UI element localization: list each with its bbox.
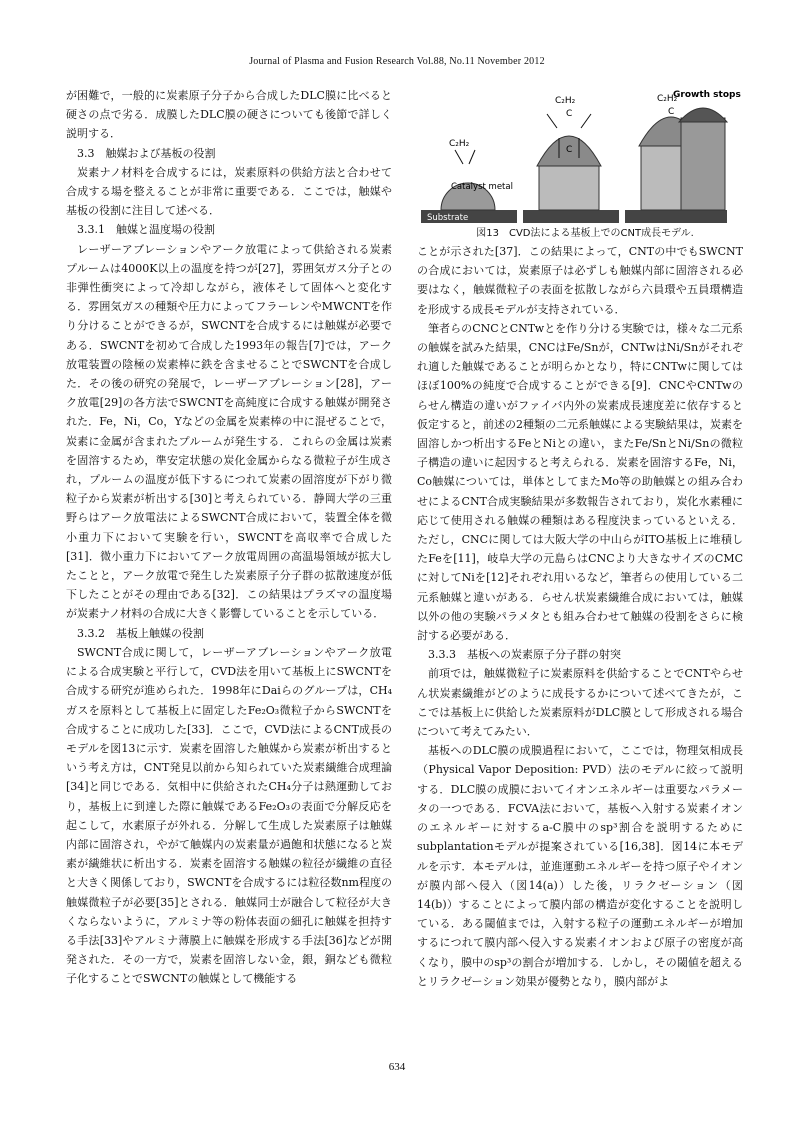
paragraph: 基板へのDLC膜の成膜過程において，ここでは，物理気相成長（Physical Vapor Deposition: PVD）法のモデルに絞って説明する．DLC膜の成膜においてイオンエネルギーは重要なパラメータの一つである．FCVA法において，基板へ入射する炭素イオンのエネルギーに対するa-C膜中のsp³割合を説明するためにsubplantationモデルが提案されている[16,38]．図14に本モデルを示す．本モデルは，並進運動エネルギーを持つ原子やイオンが膜内部へ侵入（図14(a)）した後，リラクゼーション（図14(b)）することによって膜内部の構造が変化することを説明している．ある閾値までは，入射する粒子の運動エネルギーが増加するにつれて膜内部へ侵入する炭素イオンおよび原子の密度が高くなり，膜中のsp³の割合が増加する．しかし，その閾値を超えるとリラクゼーション効果が優勢となり，膜内部がよ	[417, 744, 743, 988]
particle-top-4	[679, 108, 727, 122]
journal-header: Journal of Plasma and Fusion Research Vol.88, No.11 November 2012	[249, 56, 545, 67]
cnt-growth-diagram	[419, 88, 741, 226]
carbon-label-2: C	[566, 109, 573, 119]
gas-arrow-2a	[547, 114, 557, 128]
gas-label-2: C₂H₂	[555, 96, 576, 106]
catalyst-label: Catalyst metal	[451, 182, 513, 192]
diffusion-label-2: C	[566, 145, 573, 155]
gas-arrow-2b	[581, 114, 591, 128]
section-heading: 3.3.2 基板上触媒の役割	[77, 626, 204, 640]
gas-label-3: C₂H₂	[657, 94, 678, 104]
paragraph: 筆者らのCNCとCNTwとを作り分ける実験では，様々な二元系の触媒を試みた結果，CNCはFe/Snが，CNTwはNi/Snがそれぞれ適した触媒であることが明らかとなり，特にCNTwに関してはほぼ100%の純度で合成することができる[9]．CNCやCNTwのらせん構造の違いがファイバ内外の炭素成長速度差に依存すると仮定すると，前述の2種類の二元系触媒による実験結果は，炭素を固溶しかつ析出するFeとNiとの違い，またFe/SnとNi/Snの微粒子構造の違いに起因すると考えられる．炭素を固溶するFe，Ni，Co触媒については，単体としてまたMo等の助触媒との組み合わせによるCNT合成実験結果が多数報告されており，炭化水素種に応じて使用される触媒の種類はある程度決まっているといえる．ただし，CNCに関しては大阪大学の中山らがITO基板上に堆積したFeを[11]，岐阜大学の元島らはCNCより大きなサイズのCMCに対してNiを[12]それぞれ用いるなど，筆者らの使用している二元系触媒と違いがある．らせん状炭素繊維合成においては，触媒以外の他の実験パラメタとも組み合わせて触媒の役割をさらに検討する必要がある．	[417, 321, 743, 643]
left-column	[66, 86, 392, 989]
figure-caption: 図13 CVD法による基板上でのCNT成長モデル.	[476, 228, 694, 239]
right-column-text	[417, 242, 743, 991]
section-heading: 3.3 触媒および基板の役割	[77, 146, 216, 160]
paragraph: ことが示された[37]．この結果によって，CNTの中でもSWCNTの合成においては，炭素原子は必ずしも触媒内部に固溶される必要はなく，触媒微粒子の表面を拡散しながら六員環や五員環構造を形成する成長モデルが支持されている．	[417, 245, 743, 316]
substrate-bar-3	[625, 210, 727, 223]
growth-stops-label: Growth stops	[673, 90, 741, 100]
paragraph: 前項では，触媒微粒子に炭素原料を供給することでCNTやらせん状炭素繊維がどのように成長するかについて述べてきたが，ここでは基板上に供給した炭素原料がDLC膜として形成される場合について考えてみたい．	[417, 667, 743, 739]
section-heading: 3.3.1 触媒と温度場の役割	[77, 223, 215, 237]
gas-label-1: C₂H₂	[449, 139, 470, 149]
right-column	[417, 86, 743, 991]
carbon-label-3: C	[668, 107, 675, 117]
section-heading: 3.3.3 基板への炭素原子分子群の射突	[428, 648, 621, 662]
gas-arrow-1a	[455, 150, 463, 164]
paragraph: が困難で，一般的に炭素原子分子から合成したDLC膜に比べると硬さの点で劣る．成膜したDLC膜の硬さについても後節で詳しく説明する．	[66, 89, 392, 141]
substrate-bar-2	[523, 210, 619, 223]
tube-body-2	[539, 163, 599, 210]
paragraph: SWCNT合成に関して，レーザーアブレーションやアーク放電による合成実験と平行して，CVD法を用いて基板上にSWCNTを合成する研究が進められた．1998年にDaiらのグループは，CH₄ガスを原料として基板上に固定したFe₂O₃微粒子からSWCNTを合成することに成功した[33]．ここで，CVD法によるCNT成長のモデルを図13に示す．炭素を固溶した触媒から炭素が析出するという考え方は，CNT発見以前から知られていた炭素繊維合成理論[34]と同じである．気相中に供給されたCH₄分子は熱運動しており，基板上に到達した際に触媒であるFe₂O₃の表面で分解反応を起こして，水素原子が外れる．分解して生成した炭素原子は触媒内部に固溶され，やがて触媒内の炭素量が過飽和状態になると炭素が繊維状に析出する．炭素を固溶する触媒の粒径が繊維の直径と大きく関係しており，SWCNTを合成するには粒径数nm程度の触媒微粒子が必要[35]とされる．触媒同士が融合して粒径が大きくならないように，アルミナ等の粉体表面の細孔に触媒を担持する手法[33]やアルミナ薄膜上に触媒を形成する手法[36]などが開発された．その一方で，炭素を固溶しない金，銀，銅なども微粒子化することでSWCNTの触媒として機能する	[66, 645, 392, 986]
figure-13-cnt-growth-model	[419, 88, 741, 226]
page-number: 634	[388, 1061, 406, 1073]
gas-arrow-1b	[469, 150, 475, 164]
paragraph: 炭素ナノ材料を合成するには，炭素原料の供給方法と合わせて合成する場を整えることが非常に重要である．ここでは，触媒や基板の役割に注目して述べる．	[66, 165, 392, 218]
tube-body-4	[681, 118, 725, 210]
paragraph: レーザーアブレーションやアーク放電によって供給される炭素プルームは4000K以上の温度を持つが[27]，雰囲気ガス分子との非弾性衝突によって冷却しながら，液体そして固体へと変化する．雰囲気ガスの種類や圧力によってフラーレンやMWCNTを作り分けることができるが，SWCNTを合成するには触媒が必要である．SWCNTを初めて合成した1993年の報告[7]では，アーク放電装置の陰極の炭素棒に鉄を含ませることでSWCNTを合成した．その後の研究の発展で，レーザーアブレーション[28]，アーク放電[29]の各方法でSWCNTを高純度に合成する触媒が開発された．Fe，Ni，Co，Yなどの金属を炭素棒の中に混ぜることで，炭素に金属が含まれたプルームが発生する．これらの金属は炭素を固溶するため，準安定状態の炭化金属からなる微粒子が生成され，プルームの温度が低下するにつれて炭素の固溶度が下がり微粒子から炭素が析出する[30]と考えられている．静岡大学の三重野らはアーク放電法によるSWCNT合成において，装置全体を微小重力下において実験を行い，SWCNTを高収率で合成した[31]．微小重力下においてアーク放電周囲の高温場領域が拡大したことと，アーク放電で発生した炭素原子分子群の拡散速度が低下したことがその理由である[32]．この結果はプラズマの温度場が炭素ナノ材料の合成に大きく影響していることを示している．	[66, 242, 392, 621]
substrate-label: Substrate	[427, 213, 469, 223]
